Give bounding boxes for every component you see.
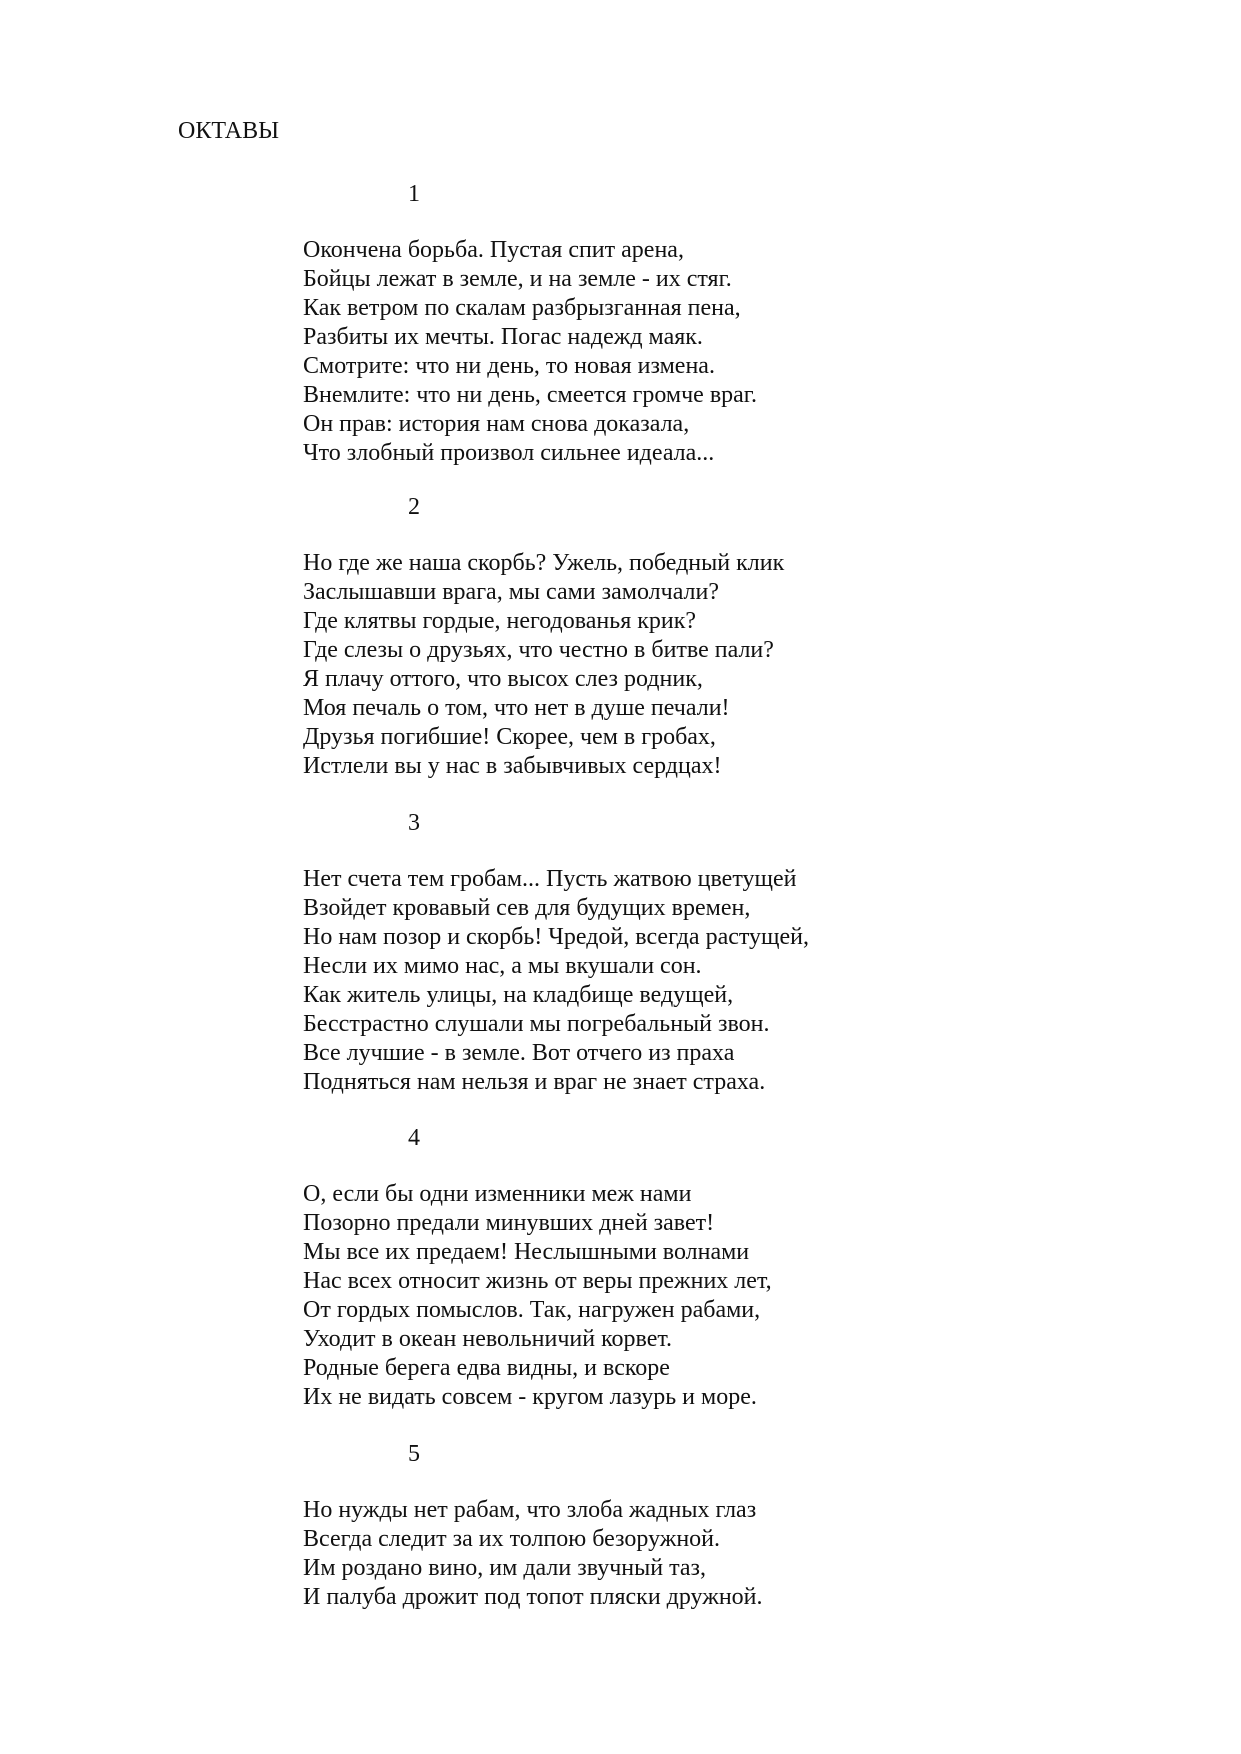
verse-line: Мы все их предаем! Неслышными волнами <box>303 1239 750 1265</box>
verse-line: Им роздано вино, им дали звучный таз, <box>303 1555 707 1581</box>
verse-line: Нас всех относит жизнь от веры прежних лет, <box>303 1268 772 1294</box>
verse-line: Он прав: история нам снова доказала, <box>303 411 690 437</box>
verse-line: Нет счета тем гробам... Пусть жатвою цветущей <box>303 866 797 892</box>
verse-line: Моя печаль о том, что нет в душе печали! <box>303 695 730 721</box>
stanza-number: 2 <box>408 494 420 520</box>
verse-line: Разбиты их мечты. Погас надежд маяк. <box>303 324 703 350</box>
stanza-number: 1 <box>408 181 420 207</box>
verse-line: Всегда следит за их толпою безоружной. <box>303 1526 721 1552</box>
verse-line: Где клятвы гордые, негодованья крик? <box>303 608 697 634</box>
verse-line: Как ветром по скалам разбрызганная пена, <box>303 295 741 321</box>
verse-line: О, если бы одни изменники меж нами <box>303 1181 692 1207</box>
verse-line: Как житель улицы, на кладбище ведущей, <box>303 982 734 1008</box>
verse-line: Где слезы о друзьях, что честно в битве пали? <box>303 637 774 663</box>
verse-line: Но где же наша скорбь? Ужель, победный клик <box>303 550 785 576</box>
verse-line: Окончена борьба. Пустая спит арена, <box>303 237 684 263</box>
poem-title: ОКТАВЫ <box>178 118 280 144</box>
verse-line: Позорно предали минувших дней завет! <box>303 1210 715 1236</box>
verse-line: Но нужды нет рабам, что злоба жадных глаз <box>303 1497 757 1523</box>
verse-line: Я плачу оттого, что высох слез родник, <box>303 666 703 692</box>
verse-line: Внемлите: что ни день, смеется громче враг. <box>303 382 757 408</box>
stanza-lines <box>303 549 784 781</box>
verse-line: Уходит в океан невольничий корвет. <box>303 1326 673 1352</box>
verse-line: Что злобный произвол сильнее идеала... <box>303 440 715 466</box>
verse-line: Друзья погибшие! Скорее, чем в гробах, <box>303 724 716 750</box>
stanza-number: 3 <box>408 810 420 836</box>
verse-line: Несли их мимо нас, а мы вкушали сон. <box>303 953 702 979</box>
verse-line: Истлели вы у нас в забывчивых сердцах! <box>303 753 722 779</box>
verse-line: Их не видать совсем - кругом лазурь и море. <box>303 1384 757 1410</box>
stanza-lines <box>303 865 809 1097</box>
verse-line: Все лучшие - в земле. Вот отчего из праха <box>303 1040 735 1066</box>
stanza-lines <box>303 1180 772 1412</box>
verse-line: Родные берега едва видны, и вскоре <box>303 1355 670 1381</box>
verse-line: Подняться нам нельзя и враг не знает страха. <box>303 1069 766 1095</box>
verse-line: Смотрите: что ни день, то новая измена. <box>303 353 715 379</box>
stanza-lines <box>303 236 757 468</box>
verse-line: Заслышавши врага, мы сами замолчали? <box>303 579 720 605</box>
verse-line: Но нам позор и скорбь! Чредой, всегда растущей, <box>303 924 810 950</box>
stanza-number: 5 <box>408 1441 420 1467</box>
stanza-number: 4 <box>408 1125 420 1151</box>
verse-line: От гордых помыслов. Так, нагружен рабами, <box>303 1297 761 1323</box>
verse-line: И палуба дрожит под топот пляски дружной. <box>303 1584 763 1610</box>
verse-line: Бойцы лежат в земле, и на земле - их стяг. <box>303 266 732 292</box>
verse-line: Бесстрастно слушали мы погребальный звон. <box>303 1011 770 1037</box>
stanza-lines <box>303 1496 763 1612</box>
verse-line: Взойдет кровавый сев для будущих времен, <box>303 895 751 921</box>
